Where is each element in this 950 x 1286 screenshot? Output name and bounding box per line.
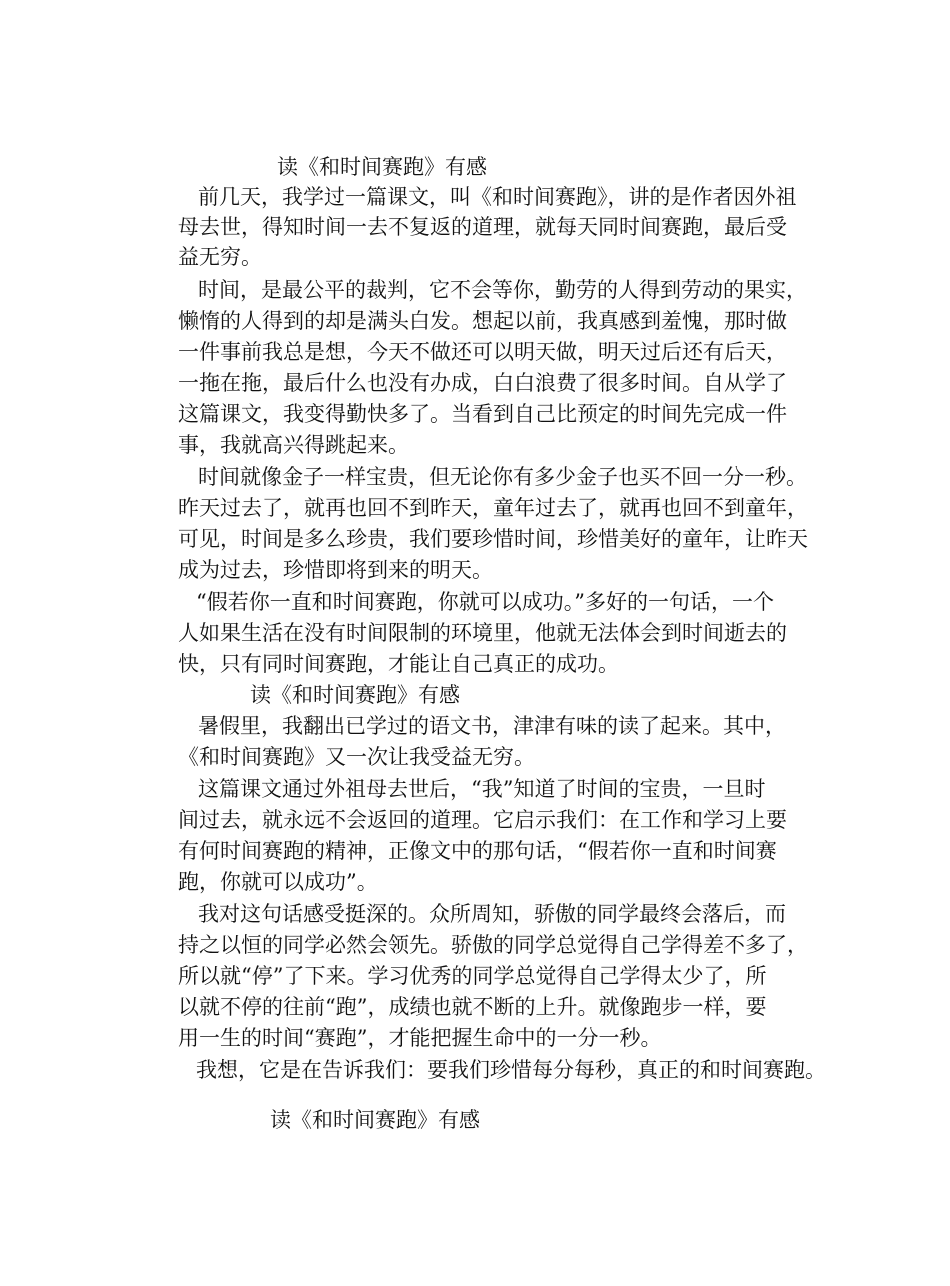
essay-2-line: 暑假里，我翻出已学过的语文书，津津有味的读了起来。其中， xyxy=(198,714,786,738)
essay-1-line: 昨天过去了，就再也回不到昨天，童年过去了，就再也回不到童年， xyxy=(178,496,808,520)
essay-2-line: 以就不停的往前“跑”，成绩也就不断的上升。就像跑步一样，要 xyxy=(178,995,767,1019)
essay-1-line: 一件事前我总是想，今天不做还可以明天做，明天过后还有后天， xyxy=(178,340,787,364)
essay-1-line: 成为过去，珍惜即将到来的明天。 xyxy=(178,558,493,582)
essay-2-title: 读《和时间赛跑》有感 xyxy=(250,683,460,707)
essay-2-line: 我对这句话感受挺深的。众所周知，骄傲的同学最终会落后，而 xyxy=(198,902,786,926)
essay-1-line: 快，只有同时间赛跑，才能让自己真正的成功。 xyxy=(178,652,619,676)
essay-2-line: 《和时间赛跑》又一次让我受益无穷。 xyxy=(178,745,535,769)
essay-1-line: 时间就像金子一样宝贵，但无论你有多少金子也买不回一分一秒。 xyxy=(198,465,807,489)
essay-1-line: “假若你一直和时间赛跑，你就可以成功。”多好的一句话，一个 xyxy=(196,590,774,614)
essay-2-line: 用一生的时间“赛跑”，才能把握生命中的一分一秒。 xyxy=(178,1026,662,1050)
essay-2-line: 我想，它是在告诉我们：要我们珍惜每分每秒，真正的和时间赛跑。 xyxy=(196,1058,826,1082)
essay-2-line: 有何时间赛跑的精神，正像文中的那句话，“假若你一直和时间赛 xyxy=(178,839,777,863)
essay-1-line: 时间，是最公平的裁判，它不会等你，勤劳的人得到劳动的果实， xyxy=(198,278,807,302)
essay-2-line: 间过去，就永远不会返回的道理。它启示我们：在工作和学习上要 xyxy=(178,808,787,832)
essay-1-line: 一拖在拖，最后什么也没有办成，白白浪费了很多时间。自从学了 xyxy=(178,371,787,395)
essay-2-line: 跑，你就可以成功”。 xyxy=(178,870,378,894)
essay-1-line: 事，我就高兴得跳起来。 xyxy=(178,433,409,457)
essay-3-title: 读《和时间赛跑》有感 xyxy=(270,1108,480,1132)
essay-2-line: 所以就“停”了下来。学习优秀的同学总觉得自己学得太少了，所 xyxy=(178,964,767,988)
essay-1-line: 前几天，我学过一篇课文，叫《和时间赛跑》，讲的是作者因外祖 xyxy=(198,185,797,209)
essay-1-line: 母去世，得知时间一去不复返的道理，就每天同时间赛跑，最后受 xyxy=(178,215,787,239)
essay-1-line: 人如果生活在没有时间限制的环境里，他就无法体会到时间逝去的 xyxy=(178,621,787,645)
essay-2-line: 持之以恒的同学必然会领先。骄傲的同学总觉得自己学得差不多了， xyxy=(178,933,808,957)
essay-1-line: 可见，时间是多么珍贵，我们要珍惜时间，珍惜美好的童年，让昨天 xyxy=(178,527,808,551)
essay-1-title: 读《和时间赛跑》有感 xyxy=(277,155,487,179)
essay-1-line: 益无穷。 xyxy=(178,245,262,269)
essay-2-line: 这篇课文通过外祖母去世后，“我”知道了时间的宝贵，一旦时 xyxy=(198,777,766,801)
essay-1-line: 懒惰的人得到的却是满头白发。想起以前，我真感到羞愧，那时做 xyxy=(178,309,787,333)
essay-1-line: 这篇课文，我变得勤快多了。当看到自己比预定的时间先完成一件 xyxy=(178,402,787,426)
